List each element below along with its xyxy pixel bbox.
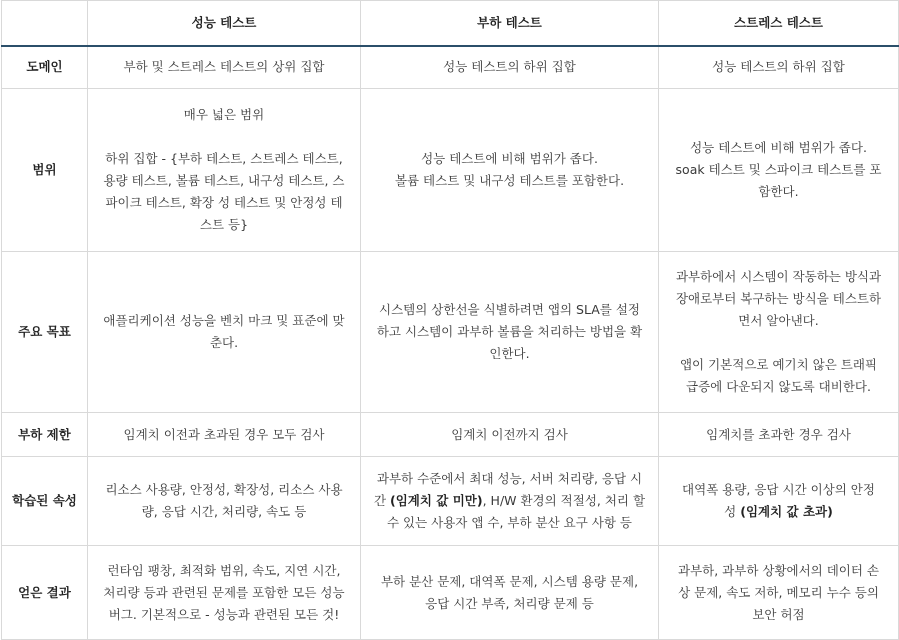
header-performance-test: 성능 테스트 — [88, 1, 361, 46]
cell-line: 과부하에서 시스템이 작동하는 방식과 — [675, 269, 882, 284]
line-gap — [669, 332, 888, 354]
cell-line: 애플리케이션 성능을 벤치 마크 및 표준에 맞 — [103, 313, 345, 328]
cell-text: 간 — [373, 493, 390, 508]
row-label-limit: 부하 제한 — [2, 413, 88, 457]
cell-attributes-stress — [659, 457, 899, 546]
cell-domain-load: 성능 테스트의 하위 집합 — [361, 46, 659, 89]
cell-limit-performance: 임계치 이전과 초과된 경우 모두 검사 — [88, 413, 361, 457]
cell-goal-stress — [659, 252, 899, 413]
cell-line: 장애로부터 복구하는 방식을 테스트하 — [675, 291, 882, 306]
row-scope — [2, 89, 899, 252]
cell-text: 성 — [724, 504, 741, 519]
cell-line: 보안 허점 — [752, 606, 805, 622]
cell-domain-stress: 성능 테스트의 하위 집합 — [659, 46, 899, 89]
row-attributes — [2, 457, 899, 546]
cell-scope-performance — [88, 89, 361, 252]
cell-scope-stress — [659, 89, 899, 252]
cell-results-performance — [88, 546, 361, 640]
cell-line: soak 테스트 및 스파이크 테스트를 포 — [675, 162, 882, 177]
cell-line — [371, 490, 648, 512]
cell-line: 하위 집합 - {부하 테스트, 스트레스 테스트, — [105, 151, 343, 166]
cell-scope-load — [361, 89, 659, 252]
cell-line: 하고 시스템이 과부하 볼륨을 처리하는 방법을 확 — [376, 324, 643, 339]
cell-line: 함한다. — [758, 184, 799, 199]
header-stress-test: 스트레스 테스트 — [659, 1, 899, 46]
cell-results-stress — [659, 546, 899, 640]
cell-results-load — [361, 546, 659, 640]
cell-line: 파이크 테스트, 확장 성 테스트 및 안정성 테 — [105, 195, 343, 210]
row-label-goal: 주요 목표 — [2, 252, 88, 413]
row-goal — [2, 252, 899, 413]
cell-line: 시스템의 상한선을 식별하려면 앱의 SLA를 설정 — [379, 302, 640, 317]
cell-line: 버그. 기본적으로 - 성능과 관련된 모든 것! — [108, 606, 340, 622]
cell-line: 급증에 다운되지 않도록 대비한다. — [686, 379, 871, 394]
cell-line: 춘다. — [209, 335, 239, 350]
cell-line: 대역폭 용량, 응답 시간 이상의 안정 — [682, 482, 875, 497]
cell-domain-performance: 부하 및 스트레스 테스트의 상위 집합 — [88, 46, 361, 89]
emphasis-text: (임계치 값 초과) — [740, 504, 833, 519]
cell-line: 처리량 등과 관련된 문제를 포함한 모든 성능 — [103, 584, 345, 600]
cell-line: 볼륨 테스트 및 내구성 테스트를 포함한다. — [394, 173, 625, 188]
cell-attributes-load — [361, 457, 659, 546]
cell-line: 량, 응답 시간, 처리량, 속도 등 — [141, 504, 307, 519]
row-label-scope: 범위 — [2, 89, 88, 252]
cell-line: 상 문제, 속도 저하, 메모리 누수 등의 — [678, 584, 879, 600]
row-domain — [2, 46, 899, 89]
cell-goal-performance — [88, 252, 361, 413]
cell-line: 부하 분산 문제, 대역폭 문제, 시스템 용량 문제, — [380, 573, 639, 589]
cell-limit-load: 임계치 이전까지 검사 — [361, 413, 659, 457]
row-limit — [2, 413, 899, 457]
cell-text: , H/W 환경의 적절성, 처리 할 — [482, 493, 646, 508]
cell-line: 과부하, 과부하 상황에서의 데이터 손 — [678, 562, 879, 578]
cell-line: 응답 시간 부족, 처리량 문제 등 — [425, 595, 594, 611]
emphasis-text: (임계치 값 미만) — [390, 493, 483, 508]
cell-limit-stress: 임계치를 초과한 경우 검사 — [659, 413, 899, 457]
cell-line: 수 있는 사용자 앱 수, 부하 분산 요구 사항 등 — [386, 515, 632, 530]
cell-line: 매우 넓은 범위 — [183, 107, 265, 122]
comparison-table — [1, 0, 899, 640]
row-label-results: 얻은 결과 — [2, 546, 88, 640]
header-corner — [2, 1, 88, 46]
cell-line: 면서 알아낸다. — [738, 313, 819, 328]
row-label-attributes: 학습된 속성 — [2, 457, 88, 546]
cell-goal-load — [361, 252, 659, 413]
row-label-domain: 도메인 — [2, 46, 88, 89]
cell-line: 용량 테스트, 볼륨 테스트, 내구성 테스트, 스 — [103, 173, 345, 188]
cell-line: 리소스 사용량, 안정성, 확장성, 리소스 사용 — [105, 482, 343, 497]
cell-line: 과부하 수준에서 최대 성능, 서버 처리량, 응답 시 — [376, 471, 643, 486]
cell-line: 앱이 기본적으로 예기치 않은 트래픽 — [679, 357, 878, 372]
cell-line: 스트 등} — [199, 217, 249, 232]
cell-line: 런타임 팽창, 최적화 범위, 속도, 지연 시간, — [107, 562, 341, 578]
cell-line: 성능 테스트에 비해 범위가 좁다. — [690, 140, 867, 155]
cell-line: 인한다. — [489, 346, 530, 361]
cell-line — [669, 501, 888, 523]
header-load-test: 부하 테스트 — [361, 1, 659, 46]
header-row — [2, 1, 899, 46]
row-results — [2, 546, 899, 640]
cell-line: 성능 테스트에 비해 범위가 좁다. — [421, 151, 598, 166]
cell-attributes-performance — [88, 457, 361, 546]
line-gap — [98, 126, 350, 148]
